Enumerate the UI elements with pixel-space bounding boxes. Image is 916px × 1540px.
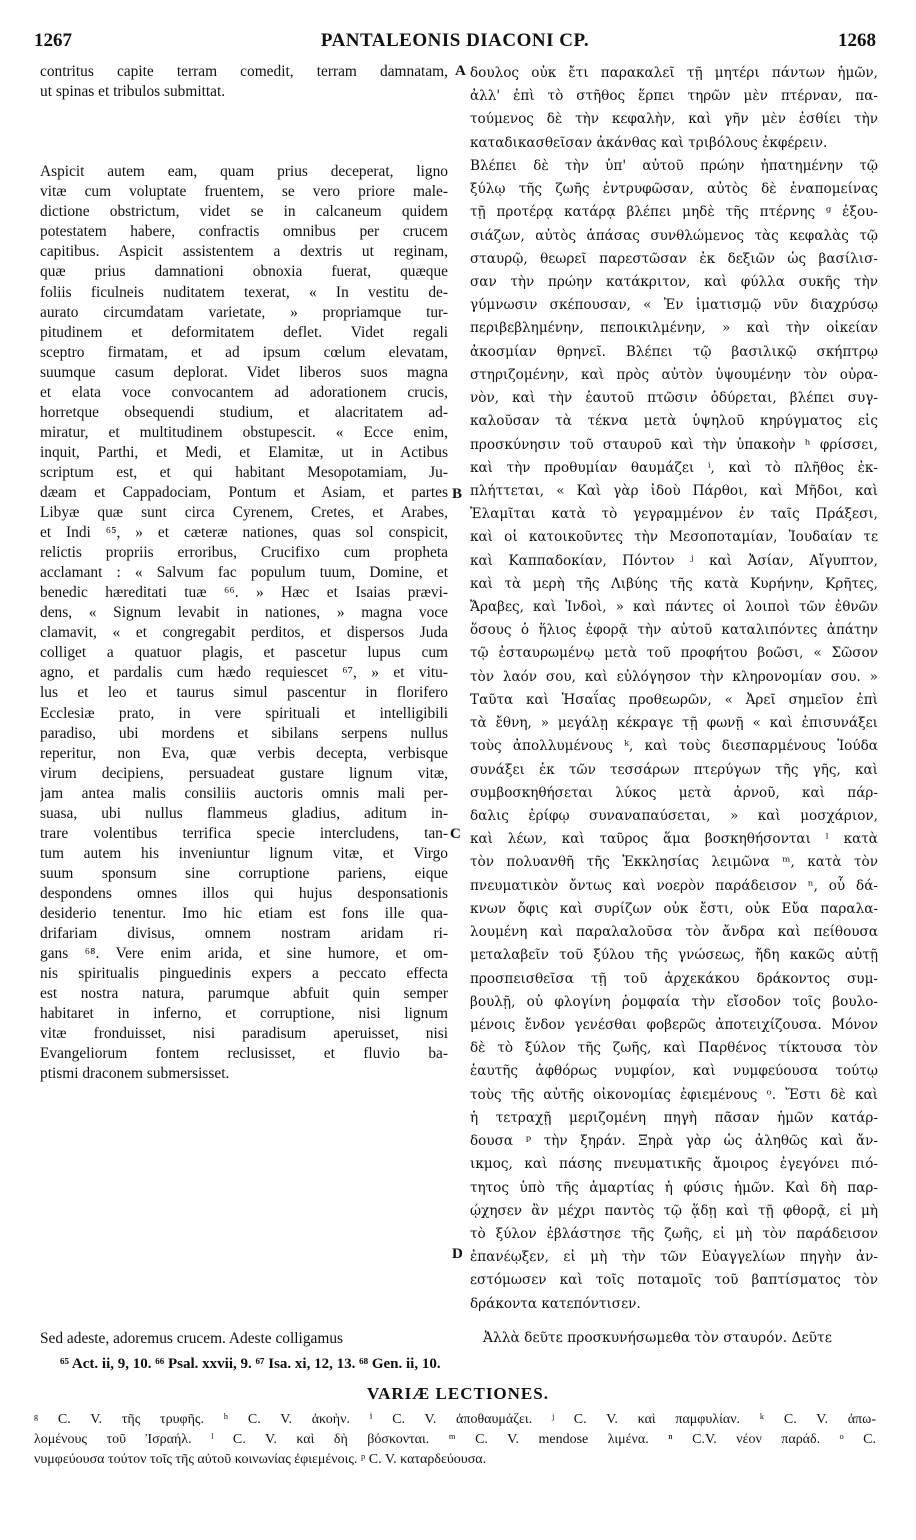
latin-text-line: et Indi ⁶⁵, » et cæteræ nationes, quas sol conspicit, xyxy=(40,524,448,542)
running-title: PANTALEONIS DIACONI CP. xyxy=(320,30,590,51)
latin-text-line: suum sponsum sine corruptione pariens, eique xyxy=(40,864,448,882)
latin-text-line: suasa, ubi nullus flammeus gladius, aditum in- xyxy=(40,804,448,822)
greek-text-line: στηριζομένην, καὶ πρὸς αὐτὸν ὑψουμένην τὸν οὐρα- xyxy=(470,366,878,383)
latin-text-line: pitudinem et deformitatem deflet. Videt regali xyxy=(40,323,448,341)
latin-text-line: trare volentibus terrifica specie intercludens, tan- xyxy=(40,824,448,842)
latin-text-line: potestatem habere, confractis omnibus per crucem xyxy=(40,223,448,241)
greek-text-line: καὶ Καππαδοκίαν, Πόντον ʲ καὶ Ἀσίαν, Αἴγυπτον, xyxy=(470,552,878,569)
latin-text-line: colliget a quatuor plagis, et pascetur lupus cum xyxy=(40,644,448,662)
greek-text-line: γύμνωσιν σκέπουσαν, « Ἐν ἱματισμῷ νῦν διαχρύσῳ xyxy=(470,297,878,314)
greek-text-line: Ἄραβες, καὶ Ἰνδοὶ, » καὶ πάντες οἱ λοιποὶ τῶν ἐθνῶν xyxy=(470,599,878,616)
page-header xyxy=(34,30,876,58)
greek-text-line: δράκοντα κατεπόντισεν. xyxy=(470,1295,641,1312)
latin-text-line: aurato circumdatam varietate, » propriamque tur- xyxy=(40,303,448,321)
latin-text-line: jam antea malis consiliis auctoris omnis mali per- xyxy=(40,784,448,802)
latin-text-line: Aspicit autem eam, quam prius deceperat, ligno xyxy=(40,163,448,181)
greek-text-line: ἀκοσμίαν θρηνεῖ. Βλέπει τῷ βασιλικῷ σκήπτρῳ xyxy=(470,343,878,360)
latin-text-line: et elata voce convocantem ad adorationem crucis, xyxy=(40,383,448,401)
latin-text-line: despondens omnes illos qui hujus desponsationis xyxy=(40,884,448,902)
latin-text-line: reperitur, non Eva, quæ verbis decepta, verbisque xyxy=(40,744,448,762)
variant-reading-line: λομένους τοῦ Ἰσραήλ. ˡ C. V. καὶ δὴ βόσκονται. ᵐ C. V. mendose λιμένα. ⁿ C.V. νέον παράδ. ᵒ C. xyxy=(34,1432,876,1447)
greek-text-line: δαλις ἐρίφῳ συναναπαύσεται, » καὶ μοσχάριον, xyxy=(470,808,878,824)
latin-text-line xyxy=(40,102,448,122)
greek-text-line: πνευματικὸν ὄντως καὶ νοερὸν παράδεισον ⁿ, οὗ δά- xyxy=(470,877,878,894)
latin-text-line: ptismi draconem submersisset. xyxy=(40,1065,230,1083)
greek-text-line: τοὺς ἀπολλυμένους ᵏ, καὶ τοὺς διεσπαρμένους Ἰούδα xyxy=(470,738,878,755)
greek-text-line: βουλῇ, οὐ φλογίνη ῥομφαία τὴν εἴσοδον τοῖς βουλο- xyxy=(470,993,878,1010)
greek-text-line: σαν τὴν πρώην κατάκριτον, καὶ φύλλα συκῆς τὴν xyxy=(470,273,878,290)
greek-text-line: τῷ ἐσταυρωμένῳ μετὰ τοῦ προφήτου βοῶσι, « Σῶσον xyxy=(470,645,878,662)
variant-reading-line: νυμφεύουσα τούτον τοῖς τῆς αὐτοῦ κοινωνίας ἐφιεμένοις. ᵖ C. V. καταρδεύουσα. xyxy=(34,1452,487,1467)
greek-text-line: καταδικασθεῖσαν ἀκάνθας καὶ τριβόλους ἐκφέρειν. xyxy=(470,134,828,151)
greek-text-line: Ταῦτα καὶ Ἡσαΐας προθεωρῶν, « Ἀρεῖ σημεῖον ἐπὶ xyxy=(470,691,878,708)
greek-text-line: εστόμωσεν καὶ τοῖς ποταμοῖς τοῦ βαπτίσματος τὸν xyxy=(470,1272,878,1289)
latin-text-line: suumque casum deplorat. Videt liberos suos magna xyxy=(40,363,448,381)
greek-text-line: λουμένη καὶ παραλαλοῦσα τὸν ἄνδρα καὶ πείθουσα xyxy=(470,924,878,941)
latin-text-line: tum autem his inveniuntur lignum vitæ, et Virgo xyxy=(40,844,448,862)
greek-text-line: ἀλλ' ἐπὶ τὸ στῆθος ἕρπει τηρῶν μὲν πτέρναν, πα- xyxy=(470,88,878,105)
latin-text-line: quæ prius damnationi obnoxia fuerat, quæque xyxy=(40,263,448,281)
latin-text-line xyxy=(40,122,448,142)
greek-text-line: δουλος οὐκ ἔτι παρακαλεῖ τῇ μητέρι πάντων ἡμῶν, xyxy=(470,65,878,81)
latin-text-line: Evangeliorum fontem reclusisset, et fluvio ba- xyxy=(40,1045,448,1063)
greek-text-line: τὸν λαόν σου, καὶ εὐλόγησον τὴν κληρονομίαν σου. » xyxy=(470,668,878,685)
latin-text-line: nis spiritualis pinguedinis expers a peccato effecta xyxy=(40,965,448,983)
latin-text-line: virum decipiens, persuadeat gustare lignum vitæ, xyxy=(40,764,448,782)
latin-tail-line: Sed adeste, adoremus crucem. Adeste colligamus xyxy=(40,1330,344,1347)
latin-text-line: dens, « Signum levabit in nationes, » magna voce xyxy=(40,604,448,622)
greek-text-line: σιάζων, αὐτὸς ἁπάσας συνθλώμενος τὰς κεφαλὰς τῷ xyxy=(470,227,878,244)
greek-text-line: τὸν πολυανθῆ τῆς Ἐκκλησίας λειμῶνα ᵐ, κατὰ τὸν xyxy=(470,854,878,871)
latin-text-line: dæam et Cappadociam, Pontum et Asiam, et partes xyxy=(40,483,448,501)
greek-text-line: συνάξει ἐκ τῶν τεσσάρων πτερύγων τῆς γῆς, καὶ xyxy=(470,761,878,778)
variae-lectiones-title: VARIÆ LECTIONES. xyxy=(367,1384,549,1403)
latin-text-line: vitæ cum voluptate fruentem, se vero priore male- xyxy=(40,183,448,201)
greek-text-line: περιβεβλημένην, πεποικιλμένην, » καὶ τὴν οἰκείαν xyxy=(470,320,878,337)
greek-text-line: καὶ τὴν προθυμίαν θαυμάζει ⁱ, καὶ τὸ πλῆθος ἐκ- xyxy=(470,459,878,476)
greek-text-line: ἐπανέῳξεν, εἰ μὴ τὴν τῶν Εὐαγγελίων πηγὴν ἀν- xyxy=(470,1249,878,1266)
footnote-references: ⁶⁵ Act. ii, 9, 10. ⁶⁶ Psal. xxvii, 9. ⁶⁷ Isa. xi, 12, 13. ⁶⁸ Gen. ii, 10. xyxy=(60,1356,441,1372)
latin-text-line: relictis propriis erroribus, Crucifixo cum propheta xyxy=(40,544,448,562)
latin-text-line: sceptro firmatam, et ad ipsum cœlum elevatam, xyxy=(40,343,448,361)
latin-text-line: foliis ficulneis nuditatem texerat, « In vestitu de- xyxy=(40,283,448,301)
latin-column xyxy=(40,62,448,1084)
variant-reading-line: ᵍ C. V. τῆς τρυφῆς. ʰ C. V. ἀκοὴν. ⁱ C. V. ἀποθαυμάζει. ʲ C. V. καὶ παμφυλίαν. ᵏ C. V. ἀπω- xyxy=(34,1412,876,1427)
latin-text-line: inquit, Parthi, et Medi, et Elamitæ, ut in Actibus xyxy=(40,443,448,461)
greek-column xyxy=(470,62,878,1316)
latin-text-line: dictione obstrictum, videt se in calcaneum quidem xyxy=(40,203,448,221)
latin-text-line: clamavit, « et congregabit perditos, et dispersos Juda xyxy=(40,624,448,642)
greek-text-line: καὶ τὰ μερὴ τῆς Λιβύης τῆς κατὰ Κυρήνην, Κρῆτες, xyxy=(470,575,878,592)
greek-text-line: τῇ προτέρᾳ κατάρᾳ βλέπει μηδὲ τῆς πτέρνης ᵍ ἐξου- xyxy=(470,204,878,221)
latin-text-line: desiderio tenentur. Imo hic etiam est fons ille qua- xyxy=(40,904,448,922)
margin-marker-a: A xyxy=(455,63,466,79)
greek-text-line: τούμενος δὲ τὴν κεφαλὴν, καὶ γῆν μὲν ἐσθίει τὴν xyxy=(470,111,878,128)
left-page-number: 1267 xyxy=(34,30,72,51)
greek-text-line: νὸν, καὶ τὴν ἑαυτοῦ πτῶσιν ὀδύρεται, βλέπει συγ- xyxy=(470,390,878,407)
greek-text-line: ἡ τετραχῇ μεριζομένη πηγὴ πᾶσαν ἡμῶν κατάρ- xyxy=(470,1109,878,1126)
latin-text-line: miratur, et multitudinem obstupescit. « Ecce enim, xyxy=(40,423,448,441)
greek-text-line: προσκύνησιν τοῦ σταυροῦ καὶ τὴν ὑπακοὴν ʰ φρίσσει, xyxy=(470,436,878,453)
right-page-number: 1268 xyxy=(838,30,876,51)
latin-text-line: Ecclesiæ prato, in vere spirituali et intelligibili xyxy=(40,704,448,722)
latin-text-line: ut spinas et tribulos submittat. xyxy=(40,83,226,101)
greek-text-line: ικμος, καὶ πάσης πνευματικῆς ἄμοιρος ἐγεγόνει πιό- xyxy=(470,1156,878,1173)
greek-text-line: πλήττεται, « Καὶ γὰρ ἰδοὺ Πάρθοι, καὶ Μῆδοι, καὶ xyxy=(470,482,878,499)
margin-marker-b: B xyxy=(452,486,463,502)
greek-text-line: ξύλῳ τῆς ζωῆς ἐντρυφῶσαν, αὐτὸς δὲ ἐναπομείνας xyxy=(470,181,878,198)
margin-marker-d: D xyxy=(452,1246,463,1262)
greek-text-line: τοὺς τῆς αὐτῆς οἰκονομίας ἐφιεμένους ᵒ. Ἔστι δὲ καὶ xyxy=(470,1086,878,1103)
latin-text-line: vitæ fronduisset, nisi paradisum aperuisset, nisi xyxy=(40,1025,448,1043)
greek-tail-line: Ἀλλὰ δεῦτε προσκυνήσωμεθα τὸν σταυρόν. Δεῦτε xyxy=(483,1330,832,1346)
greek-text-line: Βλέπει δὲ τὴν ὑπ' αὐτοῦ πρώην ἠπατημένην τῷ xyxy=(470,157,878,174)
greek-text-line: ῴχησεν ἂν μέχρι παντὸς τῷ ᾅδῃ καὶ τῇ φθορᾷ, εἰ μὴ xyxy=(470,1202,878,1219)
greek-text-line: καλοῦσαν τὰ τέκνα μετὰ ὑψηλοῦ κηρύγματος εἰς xyxy=(470,413,878,430)
greek-text-line: μένοις ἔνδον γενέσθαι φοβερῶς ἀποτειχίζουσα. Μόνον xyxy=(470,1016,878,1033)
greek-text-line: προσπεισθεῖσα τῇ τοῦ ἀρχεκάκου δράκοντος συμ- xyxy=(470,970,878,987)
latin-text-line: drifariam divisus, omnem nostram aridam ri- xyxy=(40,925,448,943)
latin-text-line: paradiso, ubi mordens et sibilans serpens nullus xyxy=(40,724,448,742)
latin-text-line: lus et leo et taurus simul pascentur in florifero xyxy=(40,684,448,702)
latin-text-line: Libyæ quæ sunt circa Cyrenem, Cretes, et Arabes, xyxy=(40,504,448,522)
greek-text-line: τητος ὑπὸ τῆς ἁμαρτίας ἡ φύσις ἡμῶν. Καὶ δὴ παρ- xyxy=(470,1179,878,1196)
latin-text-line: habitaret in inferno, et corruptione, nisi lignum xyxy=(40,1005,448,1023)
latin-text-line: capitibus. Aspicit assistentem a dextris ut reginam, xyxy=(40,243,448,261)
greek-text-line: καὶ λέων, καὶ ταῦρος ἅμα βοσκηθήσονται ˡ κατὰ xyxy=(470,831,878,848)
greek-text-line: ἑαυτῆς ἀφθόρως νυμφίον, καὶ νυμφεύουσα τούτῳ xyxy=(470,1063,878,1080)
latin-text-line: scriptum est, et qui habitant Mesopotamiam, Ju- xyxy=(40,463,448,481)
variae-lectiones xyxy=(34,1410,876,1470)
greek-text-line: σταυρῷ, θεωρεῖ παρεστῶσαν ἐκ δεξιῶν ὡς βασίλισ- xyxy=(470,250,878,267)
margin-marker-c: C xyxy=(450,826,461,842)
latin-text-line: contritus capite terram comedit, terram damnatam, xyxy=(40,63,448,80)
latin-text-line: benedic hæreditati tuæ ⁶⁶. » Hæc et Isaias prævi- xyxy=(40,584,448,602)
latin-text-line xyxy=(40,142,448,162)
greek-text-line: καὶ οἱ κατοικοῦντες τὴν Μεσοποταμίαν, Ἰουδαίαν τε xyxy=(470,529,878,546)
latin-text-line: horretque obsequendi studium, et alacritatem ad- xyxy=(40,403,448,421)
greek-text-line: δὲ τὸ ξύλον τῆς ζωῆς, καὶ Παρθένος τίκτουσα τὸν xyxy=(470,1040,878,1057)
latin-text-line: est nostra natura, parumque abfuit quin semper xyxy=(40,985,448,1003)
latin-text-line: agno, et pardalis cum hædo requiescet ⁶⁷, » et vitu- xyxy=(40,664,448,682)
greek-text-line: τὸ ξύλον ἐβλάστησε τῆς ζωῆς, εἰ μὴ τὸν παράδεισον xyxy=(470,1225,878,1242)
latin-text-line: gans ⁶⁸. Vere enim arida, et sine humore, et om- xyxy=(40,945,448,963)
greek-text-line: συμβοσκηθήσεται λύκος μετὰ ἀρνοῦ, καὶ πάρ- xyxy=(470,784,878,801)
greek-text-line: δουσα ᵖ τὴν ξηράν. Ξηρὰ γὰρ ὡς ἀληθῶς καὶ ἄν- xyxy=(470,1133,878,1150)
greek-text-line: κνων ὄφις καὶ συρίζων οὐκ ἔστι, οὐκ Εὔα παραλα- xyxy=(470,900,878,917)
latin-text-line: acclamant : « Salvum fac populum tuum, Domine, et xyxy=(40,564,448,582)
greek-text-line: μεταλαβεῖν τοῦ ξύλου τῆς γνώσεως, ἤδη κακῶς αὐτῇ xyxy=(470,947,878,964)
greek-text-line: Ἐλαμῖται κατὰ τὸ γεγραμμένον ἐν ταῖς Πράξεσι, xyxy=(470,506,878,523)
greek-text-line: ὅσους ὁ ἥλιος ἐφορᾷ τὴν αὐτοῦ καταλιπόντες ἀπάτην xyxy=(470,622,878,639)
greek-text-line: τὰ ἔθνη, » μεγάλῃ κέκραγε τῇ φωνῇ « καὶ ἐπισυνάξει xyxy=(470,715,878,732)
